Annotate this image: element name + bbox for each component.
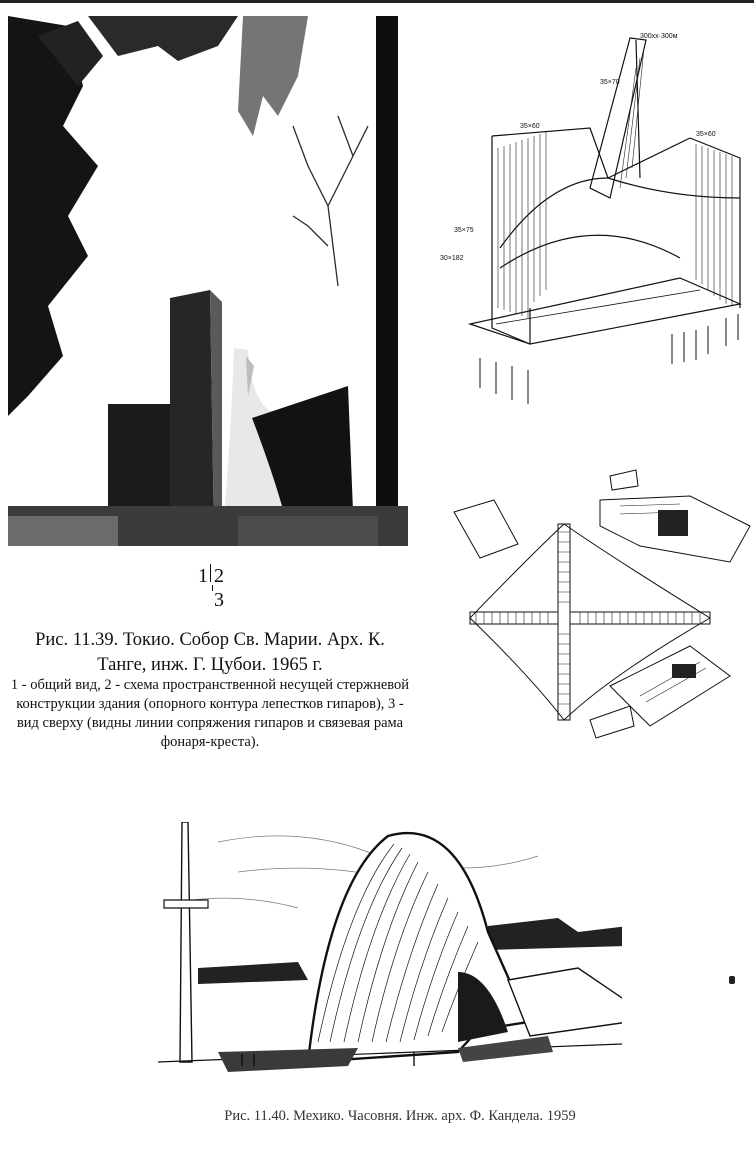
- index-divider: [210, 564, 211, 582]
- dim-label: 35×60: [520, 123, 540, 130]
- cathedral-photo: [8, 16, 408, 546]
- dim-label: 300хх·300м: [640, 33, 678, 40]
- dim-label: 35×75: [454, 227, 474, 234]
- dim-label: 30×182: [440, 255, 464, 262]
- figure-11-39-caption-body: 1 - общий вид, 2 - схема пространственной несущей стержневой конструкции здания (опорного контура лепестков гипаров), 3 - вид сверху (видны линии сопряжения гипаров и связевая рама фонаря-креста).: [10, 677, 410, 750]
- index-2: 2: [214, 565, 224, 587]
- figure-index: [196, 558, 244, 611]
- structure-diagram: [440, 28, 752, 428]
- scan-speck: [729, 976, 735, 984]
- figure-11-40-caption: Рис. 11.40. Мехико. Часовня. Инж. арх. Ф. Канделa. 1959: [224, 1108, 576, 1124]
- index-divider-2: [212, 585, 213, 591]
- figure-11-39-caption-title: Рис. 11.39. Токио. Собор Св. Марии. Арх. К. Танге, инж. Г. Цубои. 1965 г.: [35, 630, 385, 675]
- index-1: 1: [198, 565, 208, 587]
- dim-label: 35×60: [696, 131, 716, 138]
- plan-view: [440, 466, 752, 766]
- dim-label: 35×70: [600, 79, 620, 86]
- chapel-sketch: [158, 822, 622, 1084]
- top-rule: [0, 0, 754, 3]
- index-3: 3: [214, 589, 224, 611]
